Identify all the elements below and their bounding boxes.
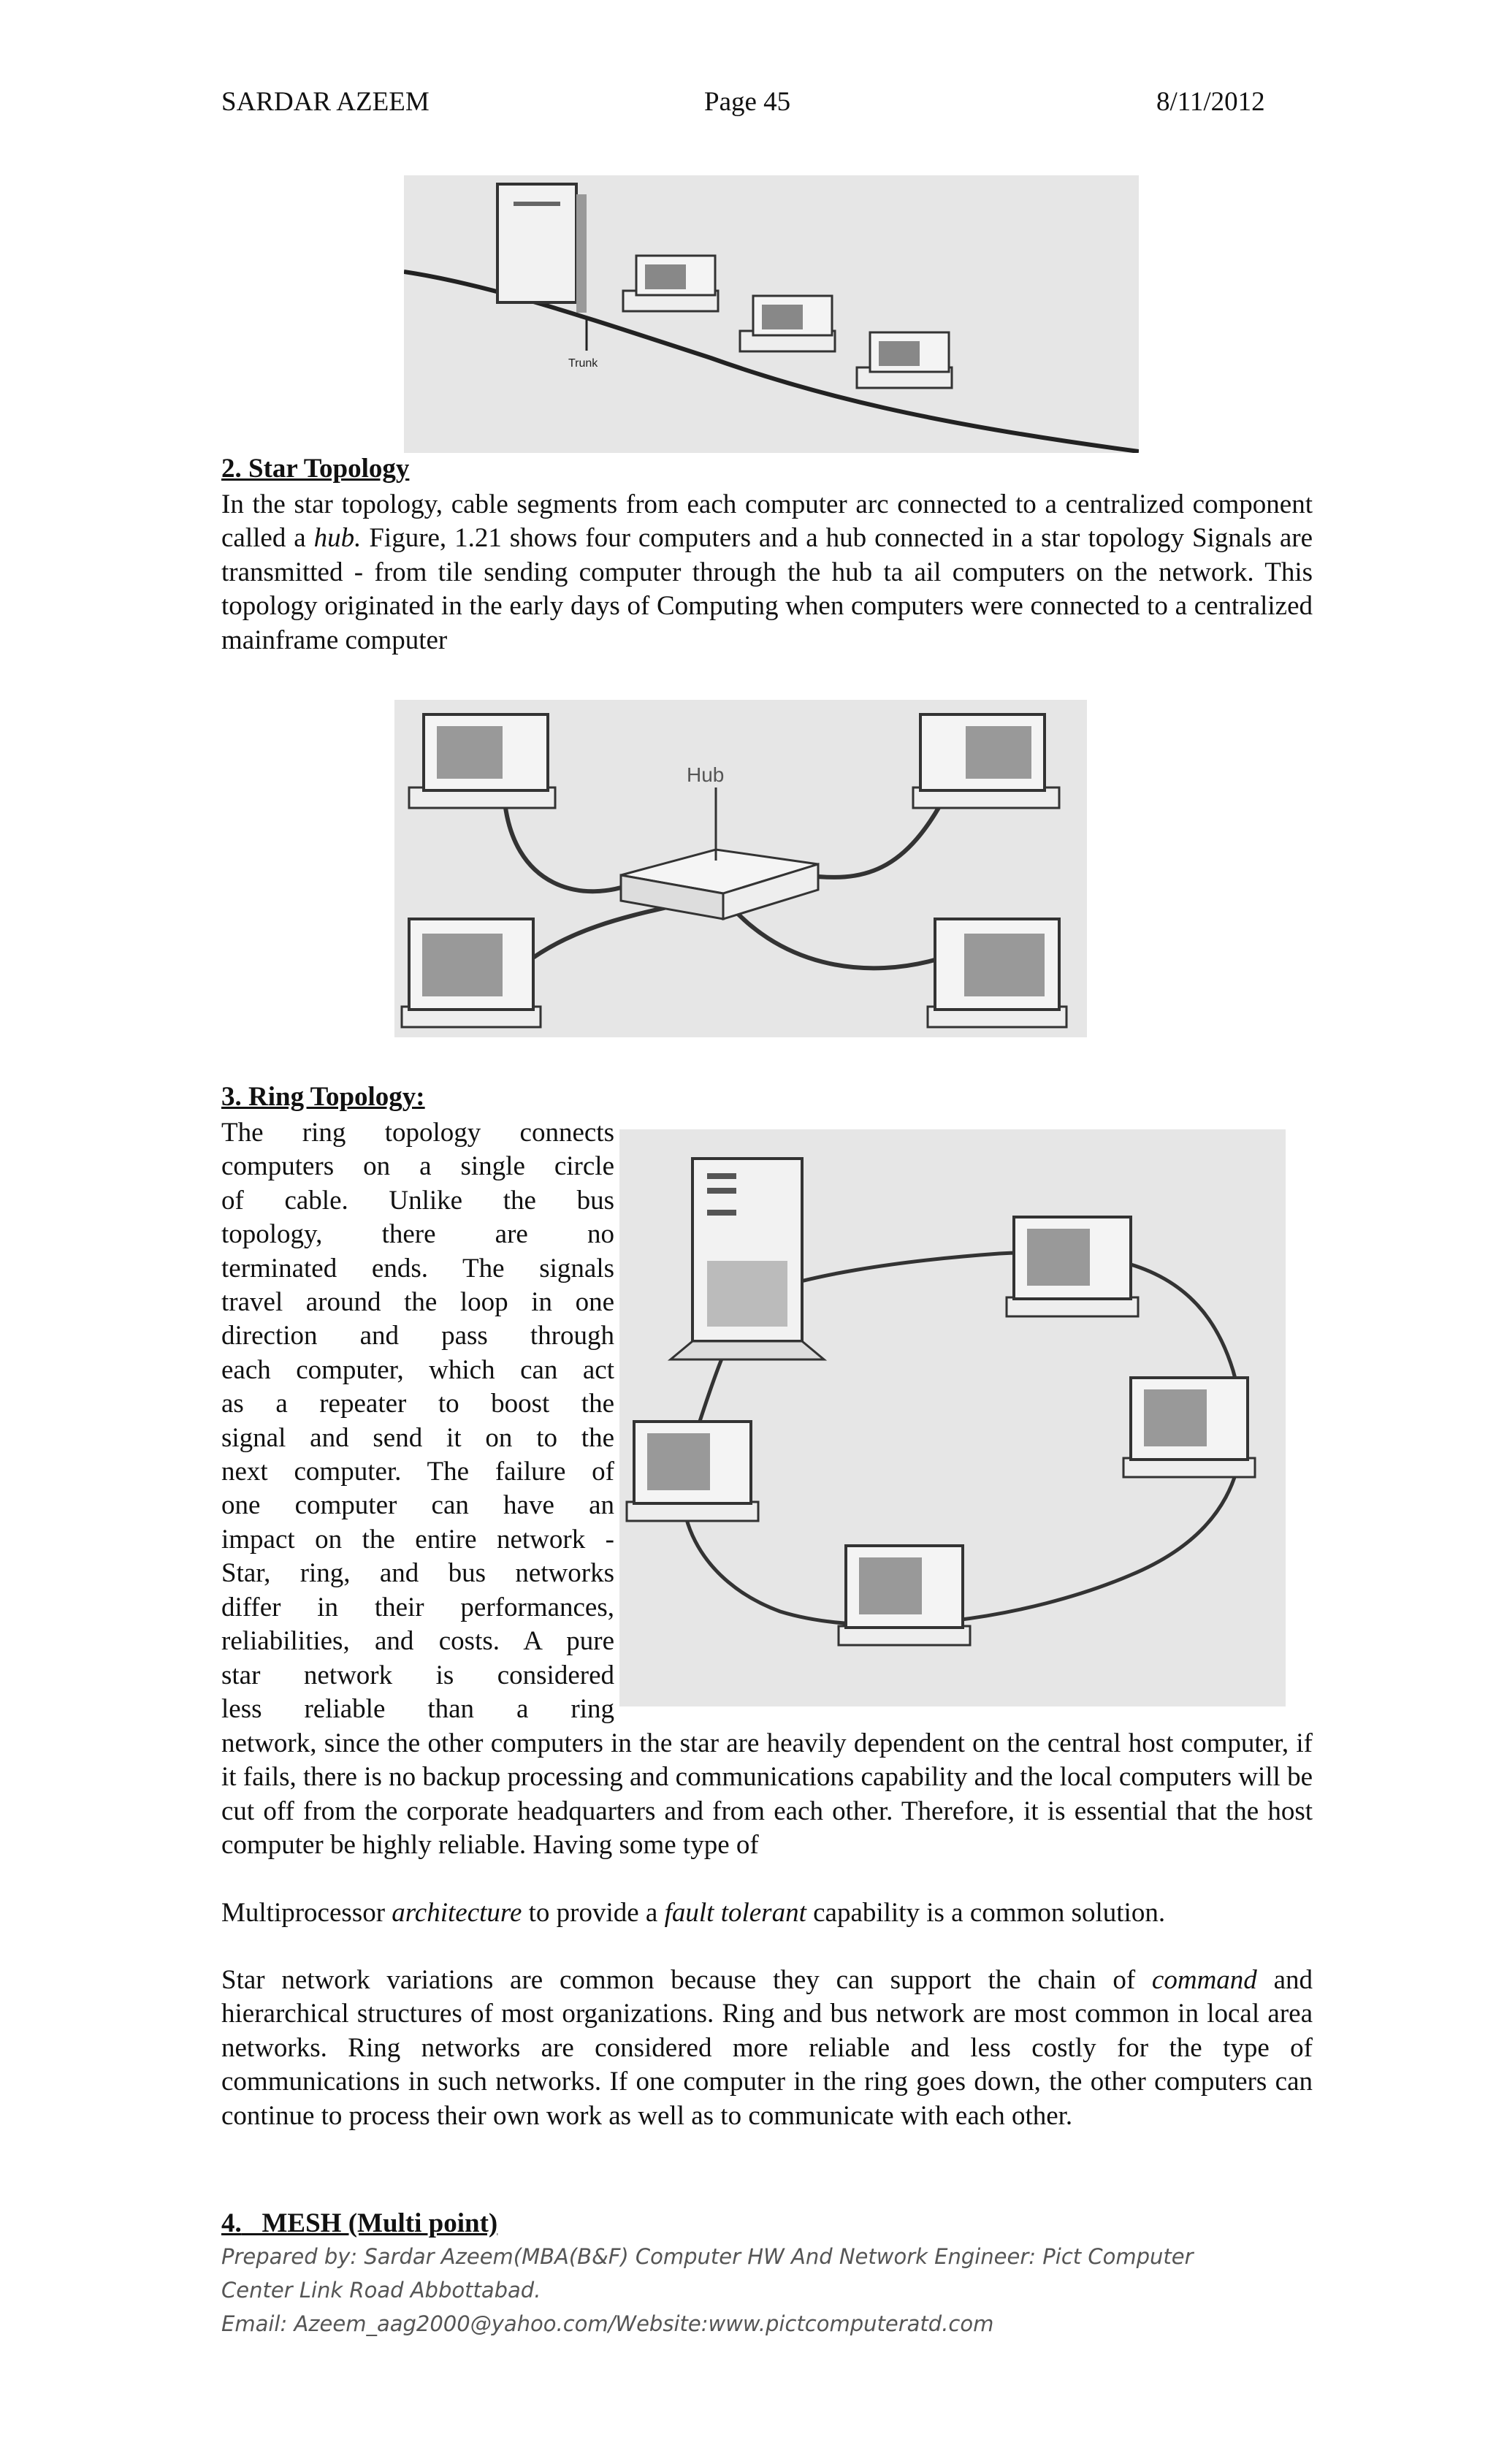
footer-credits <box>221 2240 1194 2341</box>
ring-text-line: The ring topology connects <box>221 1118 614 1148</box>
star-variations-paragraph: Star network variations are common because they can support the chain of command and hierarchical structures of most organizations. Ring and bus network are most common in local area networks. Ring networks are considered more reliable and less costly for the type of communications in such networks. If one computer in the ring goes down, the other computers can continue to process their own work as well as to communicate with each other. <box>221 1965 1313 2131</box>
bus-topology-figure <box>404 175 1139 453</box>
ring-topology-heading: 3. Ring Topology: <box>221 1082 425 1112</box>
star-topology-paragraph: In the star topology, cable segments from each computer arc connected to a centralized component called a hub. Figure, 1.21 shows four computers and a hub connected in a star topology Signals are transmitted - from tile sending computer through the hub ta ail computers on the network. This topology originated in the early days of Computing when computers were connected to a centralized mainframe computer <box>221 489 1313 655</box>
ring-text-line: impact on the entire network - <box>221 1524 614 1555</box>
star-topology-heading: 2. Star Topology <box>221 454 410 484</box>
star-topology-figure <box>394 700 1087 1037</box>
trunk-label: Trunk <box>568 357 598 370</box>
ring-text-line: topology, there are no <box>221 1219 614 1250</box>
ring-text-line: computers on a single circle <box>221 1151 614 1182</box>
ring-text-line: each computer, which can act <box>221 1354 614 1385</box>
ring-text-line: as a repeater to boost the <box>221 1389 614 1419</box>
header-author: SARDAR AZEEM <box>221 87 430 117</box>
ring-text-line: star network is considered <box>221 1660 614 1690</box>
footer-line-3: Email: Azeem_aag2000@yahoo.com/Website:www.pictcomputeratd.com <box>221 2311 994 2336</box>
ring-text-line: of cable. Unlike the bus <box>221 1185 614 1216</box>
mesh-heading: 4. MESH (Multi point) <box>221 2208 498 2238</box>
footer-line-1: Prepared by: Sardar Azeem(MBA(B&F) Computer HW And Network Engineer: Pict Computer <box>221 2244 1194 2269</box>
ring-text-line: direction and pass through <box>221 1321 614 1351</box>
ring-topology-continuation: network, since the other computers in the star are heavily dependent on the central host computer, if it fails, there is no backup processing and communications capability and the local computers will be cut off from the corporate headquarters and from each other. Therefore, it is essential that the host computer be highly reliable. Having some type of <box>221 1728 1313 1861</box>
ring-text-line: reliabilities, and costs. A pure <box>221 1626 614 1657</box>
ring-text-line: next computer. The failure of <box>221 1457 614 1487</box>
header-page-number: Page 45 <box>704 87 791 117</box>
ring-text-line: less reliable than a ring <box>221 1693 614 1724</box>
ring-topology-figure <box>619 1129 1286 1706</box>
ring-text-line: one computer can have an <box>221 1490 614 1521</box>
footer-line-2: Center Link Road Abbottabad. <box>221 2278 541 2303</box>
ring-text-line: Star, ring, and bus networks <box>221 1558 614 1589</box>
ring-text-line: terminated ends. The signals <box>221 1253 614 1284</box>
ring-text-line: signal and send it on to the <box>221 1422 614 1453</box>
ring-topology-column-text <box>221 1116 614 1726</box>
ring-text-line: travel around the loop in one <box>221 1287 614 1318</box>
hub-label: Hub <box>687 763 725 786</box>
ring-text-line: differ in their performances, <box>221 1592 614 1622</box>
header-date: 8/11/2012 <box>1156 87 1265 117</box>
multiprocessor-paragraph: Multiprocessor architecture to provide a fault tolerant capability is a common solution. <box>221 1898 1166 1928</box>
